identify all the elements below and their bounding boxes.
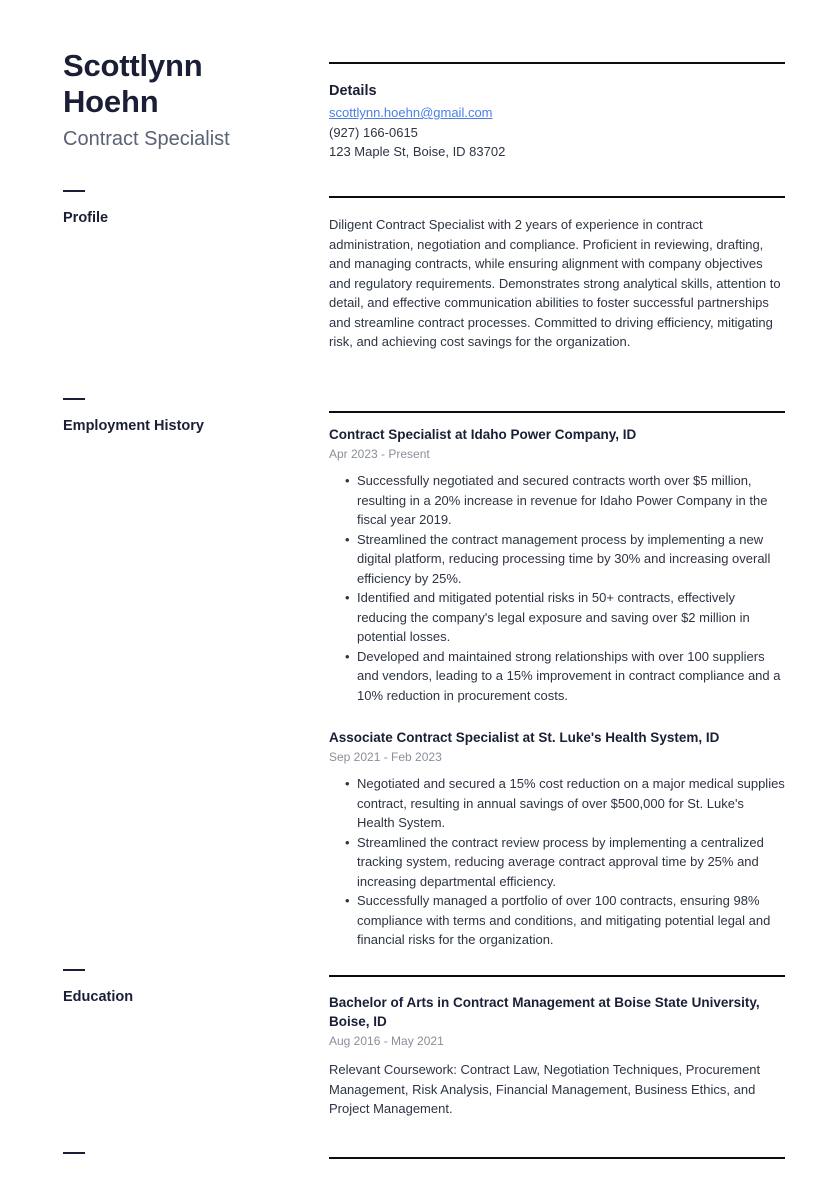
dash-icon xyxy=(63,398,85,400)
employment-entry xyxy=(329,728,785,950)
employment-entry xyxy=(329,425,785,705)
sidebar-item-employment xyxy=(63,398,313,435)
phone-text: (927) 166-0615 xyxy=(329,124,418,140)
section-divider-profile xyxy=(329,196,785,198)
section-divider-education xyxy=(329,975,785,977)
page-title xyxy=(63,48,263,120)
profile-section xyxy=(329,215,785,352)
employment-section xyxy=(329,425,785,950)
section-divider-employment xyxy=(329,411,785,413)
sidebar-label-employment: Employment History xyxy=(63,418,204,434)
left-column xyxy=(63,0,313,152)
education-description: Relevant Coursework: Contract Law, Negotiation Techniques, Procurement Management, Risk Analysis, Financial Management, Business Ethics, and Project Management. xyxy=(329,1062,761,1116)
name-block xyxy=(63,0,313,152)
employment-date: Sep 2021 - Feb 2023 xyxy=(329,750,442,764)
employment-bullets xyxy=(329,471,785,705)
email-link[interactable]: scottlynn.hoehn@gmail.com xyxy=(329,105,493,120)
list-item: • Streamlined the contract review process by implementing a centralized tracking system, reducing average contract approval time by 25% and increasing departmental efficiency. xyxy=(329,833,785,892)
section-divider-details xyxy=(329,62,785,64)
list-item: • Successfully managed a portfolio of over 100 contracts, ensuring 98% compliance with terms and conditions, and mitigating potential legal and financial risks for the organization. xyxy=(329,891,785,950)
last-name: Hoehn xyxy=(63,84,159,119)
job-title: Contract Specialist xyxy=(63,128,230,150)
sidebar-label-education: Education xyxy=(63,989,134,1005)
sidebar-item-education xyxy=(63,969,313,1006)
details-section xyxy=(329,82,785,162)
details-heading: Details xyxy=(329,83,377,99)
employment-bullets xyxy=(329,774,785,950)
employment-title: Contract Specialist at Idaho Power Company, ID xyxy=(329,427,637,442)
list-item: • Identified and mitigated potential risks in 50+ contracts, effectively reducing the company's legal exposure and saving over $2 million in potential losses. xyxy=(329,588,785,647)
list-item: • Streamlined the contract management process by implementing a new digital platform, reducing processing time by 30% and increasing overall efficiency by 25%. xyxy=(329,530,785,589)
employment-title: Associate Contract Specialist at St. Luke's Health System, ID xyxy=(329,730,720,745)
dash-icon xyxy=(63,969,85,971)
dash-icon xyxy=(63,1152,85,1154)
profile-text: Diligent Contract Specialist with 2 years of experience in contract administration, negotiation and compliance. Proficient in reviewing, drafting, and managing contracts, while ensuring alignment with company objectives and regulatory requirements. Demonstrates strong analytical skills, attention to detail, and effective communication abilities to foster successful partnerships and streamline contract processes. Committed to driving efficiency, mitigating risk, and achieving cost savings for the organization. xyxy=(329,217,781,349)
section-divider-next xyxy=(329,1157,785,1159)
education-entry xyxy=(329,993,785,1119)
sidebar-label-profile: Profile xyxy=(63,210,109,226)
first-name: Scottlynn xyxy=(63,48,203,83)
sidebar-item-next xyxy=(63,1152,313,1171)
list-item: • Successfully negotiated and secured contracts worth over $5 million, resulting in a 20% increase in revenue for Idaho Power Company in the fiscal year 2019. xyxy=(329,471,785,530)
address-text: 123 Maple St, Boise, ID 83702 xyxy=(329,144,506,159)
list-item: • Developed and maintained strong relationships with over 100 suppliers and vendors, leading to a 15% improvement in contract compliance and a 10% reduction in procurement costs. xyxy=(329,647,785,706)
education-title: Bachelor of Arts in Contract Management at Boise State University, Boise, ID xyxy=(329,995,760,1029)
sidebar-item-profile xyxy=(63,190,313,227)
list-item: • Negotiated and secured a 15% cost reduction on a major medical supplies contract, resulting in annual savings of over $500,000 for St. Luke's Health System. xyxy=(329,774,785,833)
education-date: Aug 2016 - May 2021 xyxy=(329,1034,444,1048)
education-section xyxy=(329,993,785,1119)
employment-date: Apr 2023 - Present xyxy=(329,447,430,461)
dash-icon xyxy=(63,190,85,192)
